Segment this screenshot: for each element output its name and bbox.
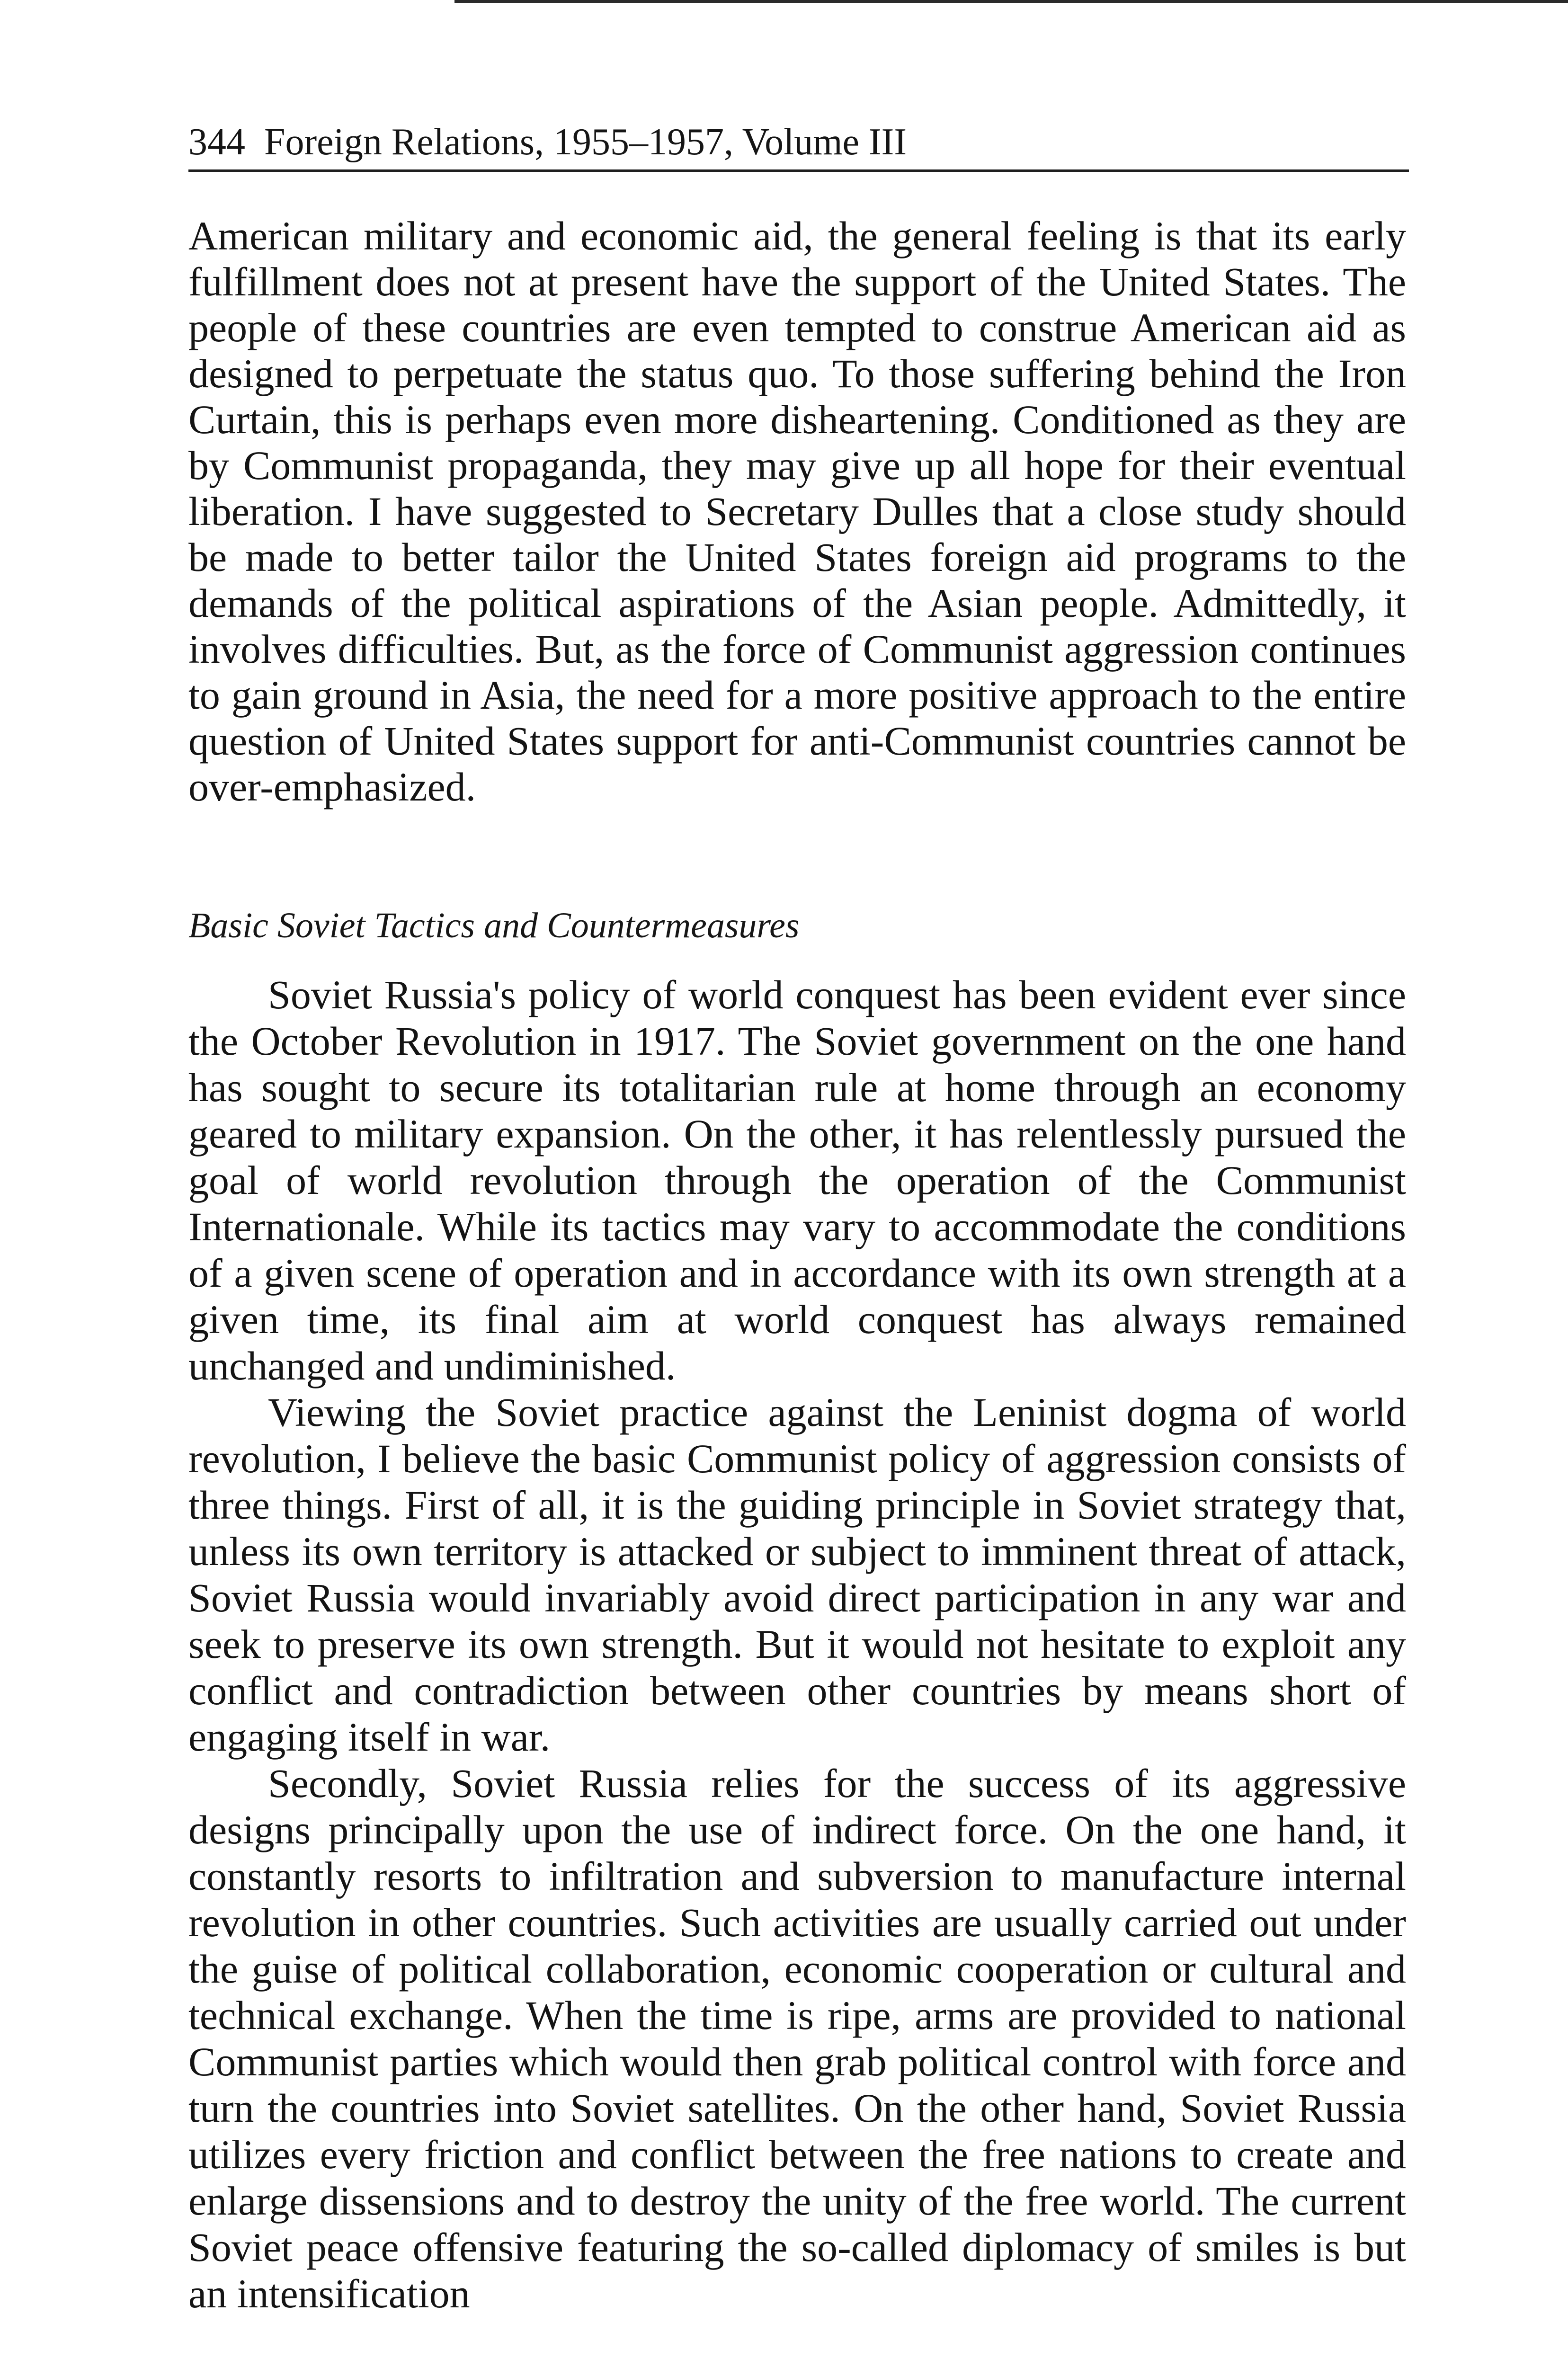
page-number: 344 [188,121,245,163]
running-head-title: Foreign Relations, 1955–1957, Volume III [264,121,907,163]
running-head [188,115,1409,172]
section-body [188,971,1406,2317]
body-paragraph: Viewing the Soviet practice against the Leninist dogma of world revolution, I believe the basic Communist policy of aggression consists of three things. First of all, it is the guiding principle in Soviet strategy that, unless its own territory is attacked or subject to imminent threat of attack, Soviet Russia would invariably avoid direct participation in any war and seek to preserve its own strength. But it would not hesitate to exploit any conflict and contradiction between other countries by means short of engaging itself in war. [188,1389,1406,1760]
continuation-paragraph: American military and economic aid, the general feeling is that its early fulfillment does not at present have the support of the United States. The people of these countries are even tempted to construe American aid as designed to perpetuate the status quo. To those suffering behind the Iron Curtain, this is perhaps even more disheartening. Conditioned as they are by Communist propaganda, they may give up all hope for their eventual liberation. I have suggested to Secretary Dulles that a close study should be made to better tailor the United States foreign aid programs to the demands of the political aspirations of the Asian people. Admittedly, it involves difficulties. But, as the force of Communist aggression continues to gain ground in Asia, the need for a more positive approach to the entire question of United States support for anti-Communist countries cannot be over-emphasized. [188,213,1406,810]
body-paragraph: Secondly, Soviet Russia relies for the success of its aggressive designs principally upon the use of indirect force. On the one hand, it constantly resorts to infiltration and subversion to manufacture internal revolution in other countries. Such activities are usually carried out under the guise of political collaboration, economic cooperation or cultural and technical exchange. When the time is ripe, arms are provided to national Communist parties which would then grab political control with force and turn the countries into Soviet satellites. On the other hand, Soviet Russia utilizes every friction and conflict between the free nations to create and enlarge dissensions and to destroy the unity of the free world. The current Soviet peace offensive featuring the so-called diplomacy of smiles is but an intensification [188,1761,1406,2316]
section-heading: Basic Soviet Tactics and Countermeasures [188,906,800,945]
top-edge-rule [454,0,1568,3]
body-paragraph: Soviet Russia's policy of world conquest has been evident ever since the October Revolution in 1917. The Soviet government on the one hand has sought to secure its totalitarian rule at home through an economy geared to military expansion. On the other, it has relentlessly pursued the goal of world revolution through the operation of the Communist Internationale. While its tactics may vary to accommodate the conditions of a given scene of operation and in accordance with its own strength at a given time, its final aim at world conquest has always remained unchanged and undiminished. [188,972,1406,1388]
